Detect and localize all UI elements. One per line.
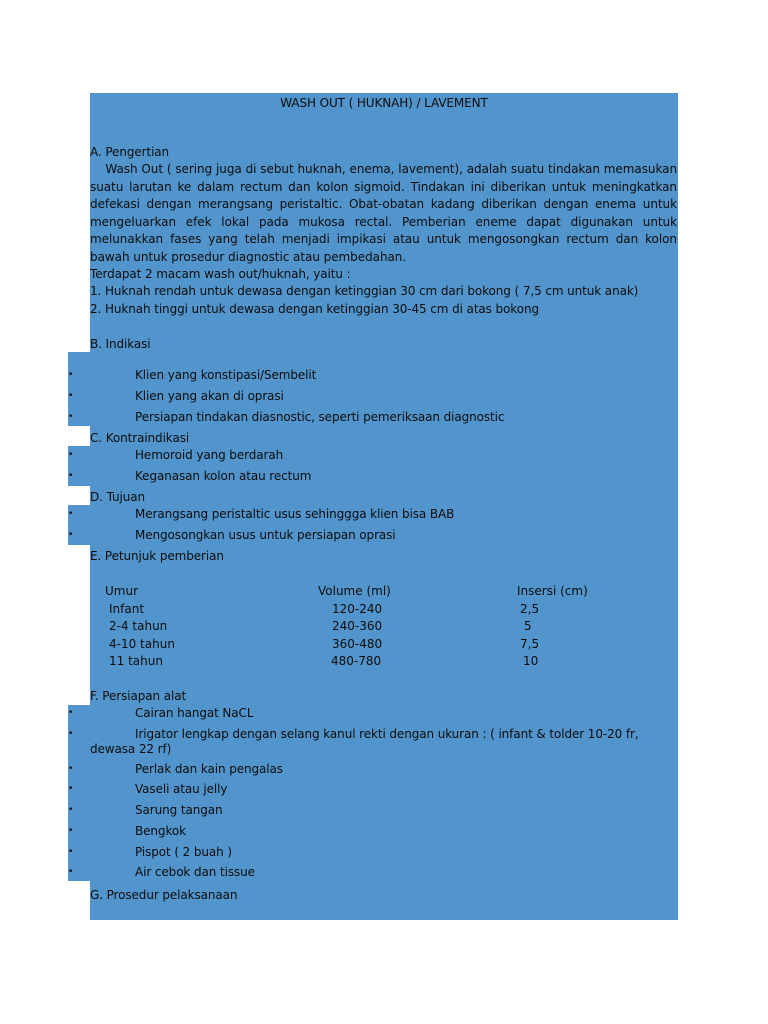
section-b-item-3: Persiapan tindakan diasnostic, seperti pemeriksaan diagnostic	[135, 410, 505, 424]
bullet-glyph: •	[68, 370, 74, 380]
bullet-glyph: •	[68, 530, 74, 540]
bullet-glyph: •	[68, 847, 74, 857]
bullet-glyph: •	[68, 764, 74, 774]
table-header-insersi: Insersi (cm)	[517, 584, 588, 598]
table-header-volume: Volume (ml)	[318, 584, 391, 598]
table-cell: Infant	[109, 601, 145, 616]
section-f-item-5: Sarung tangan	[135, 803, 223, 817]
section-f-item-8: Air cebok dan tissue	[135, 865, 255, 879]
table-cell: 5	[524, 619, 532, 633]
bullet-glyph: •	[68, 450, 74, 460]
bullet-glyph: •	[68, 471, 74, 481]
section-f-item-6: Bengkok	[135, 824, 186, 838]
section-d-item-2: Mengosongkan usus untuk persiapan oprasi	[135, 528, 396, 542]
table-cell: 2,5	[520, 601, 540, 616]
table-cell: 11 tahun	[109, 654, 163, 668]
section-d-item-1: Merangsang peristaltic usus sehinggga klien bisa BAB	[135, 507, 455, 521]
section-f-item-1: Cairan hangat NaCL	[135, 706, 254, 720]
bullet-glyph: •	[68, 391, 74, 401]
table-cell: 360-480	[332, 636, 383, 651]
bullet-glyph: •	[68, 509, 74, 519]
section-e-heading: E. Petunjuk pemberian	[90, 549, 224, 563]
table-column-insersi	[517, 583, 588, 671]
bullet-glyph: •	[68, 729, 74, 739]
section-a-heading: A. Pengertian	[90, 145, 170, 159]
section-a-type-2: 2. Huknah tinggi untuk dewasa dengan ketinggian 30-45 cm di atas bokong	[90, 302, 539, 316]
bullet-glyph: •	[68, 826, 74, 836]
bullet-glyph: •	[68, 708, 74, 718]
bullet-glyph: •	[68, 784, 74, 794]
section-f-item-3: Perlak dan kain pengalas	[135, 762, 283, 776]
section-a-types-intro: Terdapat 2 macam wash out/huknah, yaitu :	[90, 267, 351, 281]
table-header-umur: Umur	[105, 584, 139, 598]
bullet-glyph: •	[68, 412, 74, 422]
section-f-item-4: Vaseli atau jelly	[135, 782, 228, 796]
table-cell: 120-240	[332, 601, 383, 616]
section-c-item-2: Keganasan kolon atau rectum	[135, 469, 312, 483]
table-cell: 480-780	[331, 654, 382, 668]
section-f-item-2-continuation: dewasa 22 rf)	[90, 742, 172, 756]
section-c-heading: C. Kontraindikasi	[90, 431, 190, 445]
document-title: WASH OUT ( HUKNAH) / LAVEMENT	[280, 96, 488, 110]
section-f-item-7: Pispot ( 2 buah )	[135, 845, 232, 859]
table-cell: 10	[523, 654, 539, 668]
table-column-umur	[105, 583, 175, 671]
table-column-volume	[318, 583, 391, 671]
section-g-heading: G. Prosedur pelaksanaan	[90, 888, 238, 902]
table-cell: 7,5	[520, 636, 540, 651]
section-a-type-1: 1. Huknah rendah untuk dewasa dengan ketinggian 30 cm dari bokong ( 7,5 cm untuk anak)	[90, 284, 639, 298]
table-cell: 4-10 tahun	[109, 636, 175, 651]
section-b-item-1: Klien yang konstipasi/Sembelit	[135, 368, 317, 382]
section-f-heading: F. Persiapan alat	[90, 689, 187, 703]
table-cell: 240-360	[332, 619, 383, 633]
section-f-item-2: Irigator lengkap dengan selang kanul rekti dengan ukuran : ( infant & tolder 10-20 fr,	[135, 727, 639, 741]
section-a-paragraph: Wash Out ( sering juga di sebut huknah, enema, lavement), adalah suatu tindakan memasukan suatu larutan ke dalam rectum dan kolon sigmoid. Tindakan ini diberikan untuk meningkatkan defekasi dengan merangsang peristaltic. Obat-obatan kadang diberikan dengan enema untuk mengeluarkan efek lokal pada mukosa rectal. Pemberian eneme dapat digunakan untuk melunakkan fases yang telah menjadi impikasi atau untuk mengosongkan rectum dan kolon bawah untuk prosedur diagnostic atau pembedahan.	[90, 162, 677, 264]
bullet-glyph: •	[68, 805, 74, 815]
section-d-heading: D. Tujuan	[90, 490, 145, 504]
section-c-item-1: Hemoroid yang berdarah	[135, 448, 284, 462]
bullet-glyph: •	[68, 867, 74, 877]
section-b-heading: B. Indikasi	[90, 337, 151, 351]
table-cell: 2-4 tahun	[109, 619, 168, 633]
section-b-item-2: Klien yang akan di oprasi	[135, 389, 284, 403]
